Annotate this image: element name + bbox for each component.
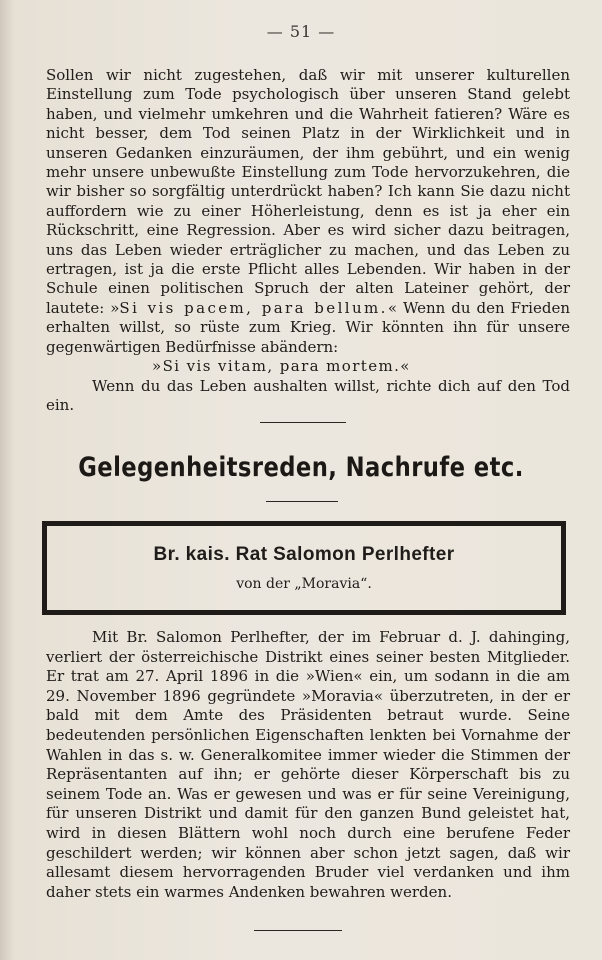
obituary-subtitle: von der „Moravia“. (236, 576, 372, 592)
obituary-text (46, 628, 570, 902)
heading-divider (266, 501, 338, 502)
obituary-title: Br. kais. Rat Salomon Perlhefter (153, 544, 455, 565)
essay-paragraph (46, 66, 570, 357)
latin-phrase: Si vis pacem, para bellum. (119, 298, 388, 317)
obituary-paragraph: Mit Br. Salomon Perlhefter, der im Februar d. J. dahinging, verliert der österreichische Distrikt eines seiner besten Mitglieder. Er trat am 27. April 1896 in die »Wien« ein, um sodann in die am 29. November 1896 gegründete »Moravia« überzutreten, in der er bald mit dem Amte des Präsidenten betraut wurde. Seine bedeutenden persönlichen Eigenschaften lenkten bei Vornahme der Wahlen in das s. w. Generalkomitee immer wieder die Stimmen der Repräsentanten auf ihn; er gehörte dieser Körperschaft bis zu seinem Tode an. Was er gewesen und was er für seine Vereinigung, für unseren Distrikt und damit für den ganzen Bund geleistet hat, wird in diesen Blättern wohl noch durch eine berufene Feder geschildert werden; wir können aber schon jetzt sagen, daß wir allesamt diesem hervorragenden Bruder viel verdanken und ihm daher stets ein warmes Andenken bewahren werden. (46, 628, 570, 901)
section-divider (260, 422, 346, 423)
essay-paragraph-body: Sollen wir nicht zugestehen, daß wir mit unserer kulturellen Einstellung zum Tode psychologisch über unseren Stand gelebt haben, und vielmehr umkehren und die Wahrheit fatieren? Wäre es nicht besser, dem Tod seinen Platz in der Wirklichkeit und in unseren Gedanken einzuräumen, der ihm gebührt, und ein wenig mehr unsere unbewußte Einstellung zum Tode hervorzukehren, die wir bisher so sorgfältig unterdrückt haben? Ich kann Sie dazu nicht auffordern wie zu einer Höherleistung, denn es ist ja eher ein Rückschritt, eine Regression. Aber es wird sicher dazu beitragen, uns das Leben wieder erträglicher zu machen, und das Leben zu ertragen, ist ja die erste Pflicht alles Lebenden. Wir haben in der Schule einen politischen Spruch der alten Lateiner gehört, der lautete: » (46, 66, 570, 317)
essay-text (46, 66, 570, 415)
latin-motto: »Si vis vitam, para mortem.« (152, 357, 411, 376)
obituary-title-box (42, 521, 566, 615)
closing-line: Wenn du das Leben aushalten willst, richte dich auf den Tod ein. (46, 376, 570, 414)
end-divider (254, 930, 342, 931)
section-heading: Gelegenheitsreden, Nachrufe etc. (78, 452, 524, 483)
page-number: — 51 — (266, 22, 336, 41)
essay-paragraph-tail: « Wenn du den Frieden erhalten willst, so rüste zum Krieg. Wir könnten ihn für unsere gegenwärtigen Bedürfnisse abändern: (46, 298, 570, 356)
